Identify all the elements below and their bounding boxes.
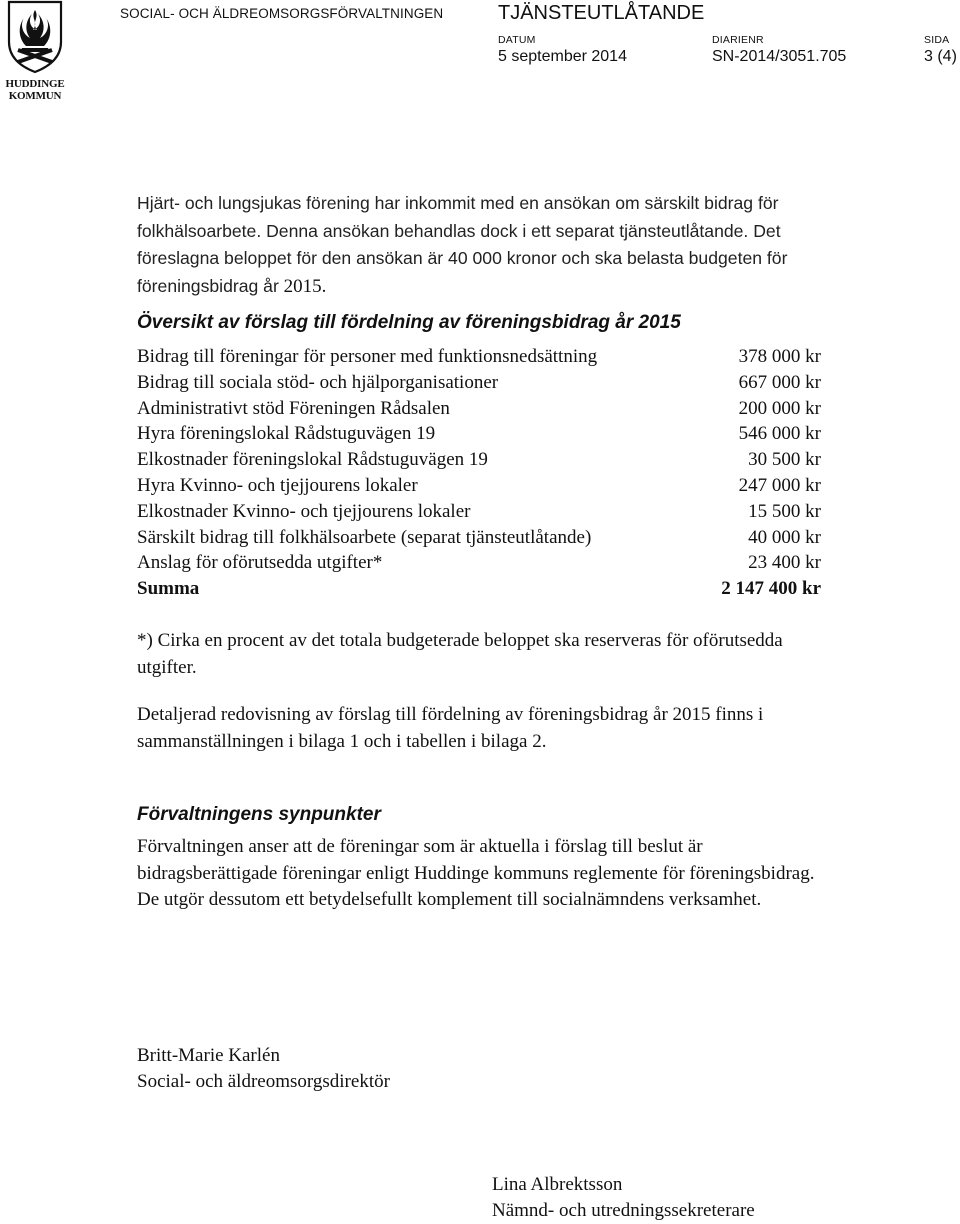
registration-number: SN-2014/3051.705 — [712, 48, 847, 65]
viewpoints-heading: Förvaltningens synpunkter — [137, 804, 381, 825]
budget-table — [137, 344, 821, 602]
row-amount: 200 000 kr — [738, 397, 821, 419]
table-row — [137, 473, 821, 499]
row-amount: 247 000 kr — [738, 474, 821, 496]
table-row — [137, 499, 821, 525]
row-label: Bidrag till föreningar för personer med funktionsnedsättning — [137, 346, 598, 367]
row-label: Administrativt stöd Föreningen Rådsalen — [137, 397, 450, 419]
row-label: Elkostnader Kvinno- och tjejjourens lokaler — [137, 500, 471, 522]
intro-paragraph — [137, 190, 827, 300]
row-amount: 15 500 kr — [748, 500, 821, 522]
row-label: Hyra Kvinno- och tjejjourens lokaler — [137, 474, 418, 496]
overview-heading: Översikt av förslag till fördelning av föreningsbidrag år 2015 — [137, 312, 681, 333]
row-label: Bidrag till sociala stöd- och hjälporganisationer — [137, 371, 499, 393]
row-amount: 667 000 kr — [738, 371, 821, 393]
huddinge-logo — [0, 0, 70, 108]
row-amount: 23 400 kr — [748, 552, 821, 574]
table-row — [137, 344, 821, 370]
intro-text: Hjärt- och lungsjukas förening har inkommit med en ansökan om särskilt bidrag för folkhälsoarbete. Denna ansökan behandlas dock i ett separat tjänsteutlåtande. Det föreslagna beloppet för den ansökan är 40 000 kronor och ska belasta budgeten för föreningsbidrag år — [137, 193, 788, 296]
logo-line-2: KOMMUN — [8, 90, 62, 102]
row-label: Särskilt bidrag till folkhälsoarbete (separat tjänsteutlåtande) — [137, 526, 592, 548]
document-type: TJÄNSTEUTLÅTANDE — [498, 2, 705, 24]
shield-flame-emblem — [6, 0, 64, 74]
document-date: 5 september 2014 — [498, 48, 627, 65]
total-amount: 2 147 400 kr — [721, 578, 821, 600]
row-label: Hyra föreningslokal Rådstuguvägen 19 — [137, 423, 436, 445]
row-amount: 546 000 kr — [738, 423, 821, 445]
signatory-title: Nämnd- och utredningssekreterare — [492, 1200, 755, 1221]
department-name: SOCIAL- OCH ÄLDREOMSORGSFÖRVALTNINGEN — [120, 6, 444, 21]
intro-text-tail: 2015. — [278, 275, 327, 297]
row-amount: 30 500 kr — [748, 449, 821, 471]
page-label: SIDA — [924, 34, 950, 46]
logo-line-1: HUDDINGE — [5, 78, 65, 90]
total-row — [137, 576, 821, 602]
logo-wordmark — [0, 78, 70, 102]
row-label: Elkostnader föreningslokal Rådstuguvägen 19 — [137, 449, 488, 471]
table-row — [137, 370, 821, 396]
table-row — [137, 447, 821, 473]
viewpoints-paragraph: Förvaltningen anser att de föreningar som är aktuella i förslag till beslut är bidragsberättigade föreningar enligt Huddinge kommuns reglemente för föreningsbidrag. De utgör dessutom ett betydelsefullt komplement till socialnämndens verksamhet. — [137, 836, 815, 910]
date-label: DATUM — [498, 34, 536, 46]
table-row — [137, 421, 821, 447]
table-row — [137, 550, 821, 576]
signatory-name: Lina Albrektsson — [492, 1174, 623, 1195]
signatory-name: Britt-Marie Karlén — [137, 1045, 280, 1066]
row-amount: 40 000 kr — [748, 526, 821, 548]
table-row — [137, 525, 821, 551]
page-number: 3 (4) — [924, 48, 957, 65]
row-label: Anslag för oförutsedda utgifter* — [137, 552, 383, 574]
signature-block-director — [137, 1043, 390, 1095]
total-label: Summa — [137, 578, 200, 600]
table-row — [137, 396, 821, 422]
registration-label: DIARIENR — [712, 34, 764, 46]
row-amount: 378 000 kr — [738, 346, 821, 367]
footnote: *) Cirka en procent av det totala budgeterade beloppet ska reserveras för oförutsedda utgifter. — [137, 630, 783, 678]
signature-block-secretary — [492, 1172, 755, 1224]
signatory-title: Social- och äldreomsorgsdirektör — [137, 1071, 390, 1092]
detail-paragraph: Detaljerad redovisning av förslag till fördelning av föreningsbidrag år 2015 finns i sammanställningen i bilaga 1 och i tabellen i bilaga 2. — [137, 704, 764, 752]
